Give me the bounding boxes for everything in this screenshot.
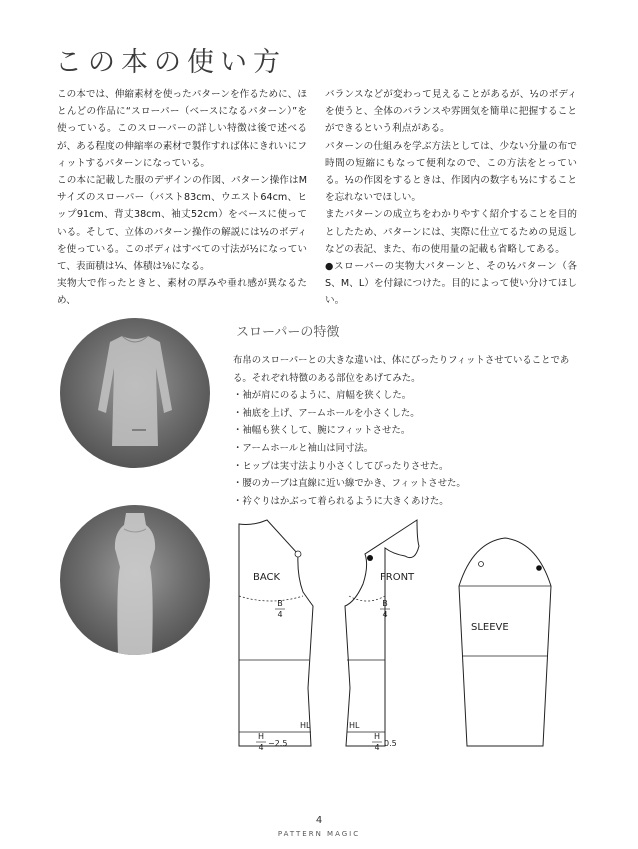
page-number: 4 [315,815,323,826]
back-label: BACK [253,572,281,583]
back-hip-adjustment: −2.5 [268,739,288,748]
sleeve-back-notch-marker [479,562,484,567]
intro-paragraph: またパターンの成立ちをわかりやすく紹介することを目的としたため、パターンには、実際に仕立てるための見返しなどの表記、また、布の使用量の記載も省略してある。 [325,209,577,255]
features-list [233,387,583,510]
front-hip-adjustment: 0.5 [384,739,397,748]
front-hip-fraction-den: 4 [374,743,380,752]
intro-paragraph: ●スローパーの実物大パターンと、その½パターン（各S、M、L）を付録につけた。目的によって使い分けてほしい。 [325,261,577,307]
front-bust-fraction-den: 4 [382,610,388,619]
feature-item: ・ヒップは実寸法より小さくしてぴったりさせた。 [233,460,449,472]
back-bodice-outline [239,520,313,746]
bodice-photo [60,318,210,468]
front-hip-fraction-num: H [373,732,381,741]
feature-item: ・袖底を上げ、アームホールを小さくした。 [233,407,420,419]
back-bust-fraction-num: B [277,599,283,608]
front-hip-line-label: HL [349,721,360,730]
intro-paragraph: この本に記載した服のデザインの作図、パターン操作はMサイズのスローパー（バスト83cm、ウエスト64cm、ヒップ91cm、背丈38cm、袖丈52cm）をベースに使っている。そして、立体のパターン操作の解説には½のボディを使っている。このボディはすべての寸法が½になっていて、表面積は¼、体積は⅛になる。 [57,175,307,273]
dress-form-photo [60,505,210,655]
slopers-diagram [225,510,570,760]
back-hip-fraction-den: 4 [258,743,264,752]
features-lead: 布帛のスローパーとの大きな違いは、体にぴったりフィットさせていることである。それぞれ特徴のある部位をあげてみた。 [233,355,570,384]
intro-paragraph: パターンの仕組みを学ぶ方法としては、少ない分量の布で時間の短縮にもなって便利なので、この方法をとっている。½の作図をするときは、作図内の数字も½にすることを忘れないでほしい。 [325,140,577,204]
front-label: FRONT [380,572,415,583]
intro-right-column [325,86,577,310]
back-notch-marker [295,551,301,557]
back-bust-fraction-den: 4 [277,610,283,619]
back-hip-line-label: HL [300,721,311,730]
sleeve-front-notch-marker [536,565,542,571]
back-bust-dashed-line [239,596,303,601]
sleeve-label: SLEEVE [471,622,509,633]
front-notch-marker [367,555,373,561]
feature-item: ・袖が肩にのるように、肩幅を狭くした。 [233,390,412,402]
front-bust-fraction-num: B [382,599,388,608]
features-section [233,352,583,510]
feature-item: ・腰のカーブは直線に近い線でかき、フィットさせた。 [233,478,466,490]
intro-paragraph: バランスなどが変わって見えることがあるが、½のボディを使うと、全体のバランスや雰囲気を簡単に把握することができるという利点がある。 [325,89,577,135]
features-title: スローパーの特徴 [236,325,340,340]
front-bust-dashed-line [349,596,385,601]
front-bodice-outline [345,520,419,746]
book-footer: PATTERN MAGIC [277,830,361,838]
intro-paragraph: 実物大で作ったときと、素材の厚みや垂れ感が異なるため、 [57,278,307,307]
feature-item: ・袖幅も狭くして、腕にフィットさせた。 [233,425,411,437]
back-hip-fraction-num: H [257,732,265,741]
intro-paragraph: この本では、伸縮素材を使ったパターンを作るために、ほとんどの作品に“スローパー（ベースになるパターン）”を使っている。このスローパーの詳しい特徴は後で述べるが、ある程度の伸縮率の素材で製作すれば体にきれいにフィットするパターンになっている。 [57,89,307,169]
feature-item: ・アームホールと袖山は同寸法。 [233,442,374,454]
intro-left-column [57,86,307,310]
dress-form-shape [115,513,155,655]
page-title: この本の使い方 [55,47,286,78]
feature-item: ・衿ぐりはかぶって着られるように大きくあけた。 [233,495,449,507]
